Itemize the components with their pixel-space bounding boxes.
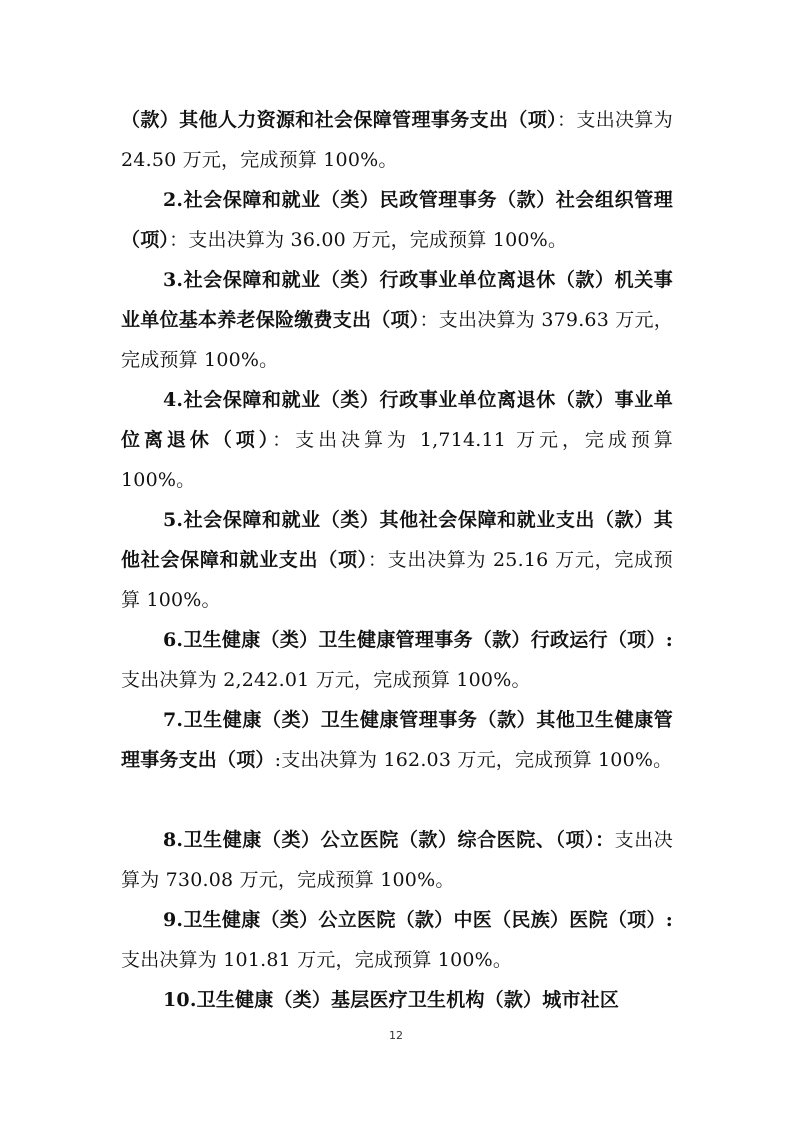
paragraph-7-heading: 7.卫生健康（类）卫生健康管理事务（款）其他卫生健康管理事务支出（项） xyxy=(121,709,673,771)
paragraph-3-body: ：支出决算为 379.63 万元，完成预算 100%。 xyxy=(121,309,674,371)
paragraph-1-body: ：支出决算为 24.50 万元，完成预算 100%。 xyxy=(121,109,673,171)
paragraph-5 xyxy=(121,500,673,620)
paragraph-4 xyxy=(121,380,673,500)
paragraph-9 xyxy=(121,900,673,980)
paragraph-3-heading: 3.社会保障和就业（类）行政事业单位离退休（款）机关事业单位基本养老保险缴费支出（项） xyxy=(121,269,673,331)
paragraph-2 xyxy=(121,180,673,260)
paragraph-2-heading: 2.社会保障和就业（类）民政管理事务（款）社会组织管理（项） xyxy=(121,189,673,251)
paragraph-10-heading: 10.卫生健康（类）基层医疗卫生机构（款）城市社区 xyxy=(163,989,620,1011)
paragraph-3 xyxy=(121,260,673,380)
page-number: 12 xyxy=(389,1029,403,1042)
paragraph-4-body: ：支出决算为 1,714.11 万元，完成预算 100%。 xyxy=(121,429,673,491)
paragraph-8-body: 支出决算为 730.08 万元，完成预算 100%。 xyxy=(121,829,673,891)
paragraph-2-body: ：支出决算为 36.00 万元，完成预算 100%。 xyxy=(169,229,568,251)
paragraph-9-body: 支出决算为 101.81 万元，完成预算 100%。 xyxy=(121,949,513,971)
paragraph-7 xyxy=(121,700,673,780)
paragraph-5-heading: 5.社会保障和就业（类）其他社会保障和就业支出（款）其他社会保障和就业支出（项） xyxy=(121,509,673,571)
paragraph-9-heading: 9.卫生健康（类）公立医院（款）中医（民族）医院（项）: xyxy=(163,909,673,931)
paragraph-5-body: ：支出决算为 25.16 万元，完成预算 100%。 xyxy=(121,549,673,611)
paragraph-4-heading: 4.社会保障和就业（类）行政事业单位离退休（款）事业单位离退休（项） xyxy=(121,389,673,451)
paragraph-10 xyxy=(121,980,673,1020)
paragraph-6 xyxy=(121,620,673,700)
paragraph-8-heading: 8.卫生健康（类）公立医院（款）综合医院、（项）： xyxy=(163,829,615,851)
paragraph-8 xyxy=(121,820,673,900)
paragraph-1 xyxy=(121,100,673,180)
paragraph-6-heading: 6.卫生健康（类）卫生健康管理事务（款）行政运行（项）: xyxy=(163,629,673,651)
paragraph-1-heading: （款）其他人力资源和社会保障管理事务支出（项） xyxy=(121,109,557,131)
paragraph-6-body: 支出决算为 2,242.01 万元，完成预算 100%。 xyxy=(121,669,531,691)
paragraph-7-body: :支出决算为 162.03 万元，完成预算 100%。 xyxy=(274,749,673,771)
